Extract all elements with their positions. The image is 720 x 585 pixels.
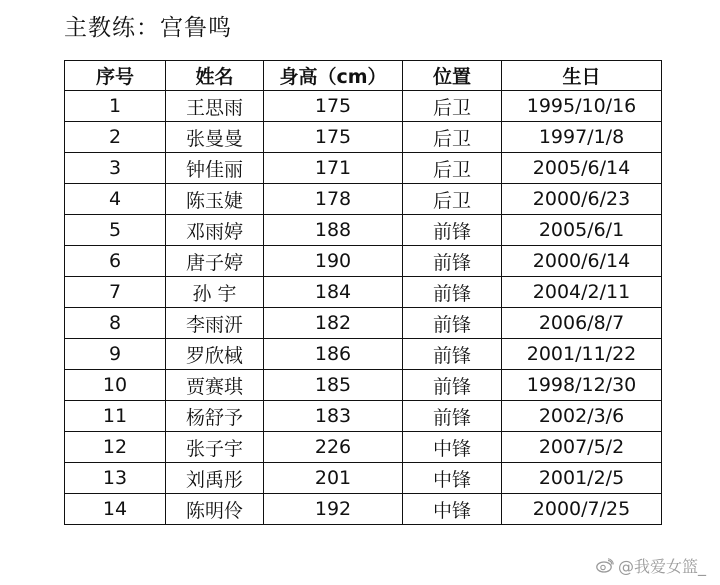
cell-number: 14 [65,494,166,525]
header-birthday: 生日 [502,61,662,91]
header-number: 序号 [65,61,166,91]
cell-number: 8 [65,308,166,339]
table-row [65,246,662,277]
cell-name: 陈明伶 [166,494,264,525]
table-header-row [65,61,662,91]
cell-birthday: 2007/5/2 [502,432,662,463]
cell-position: 中锋 [403,463,502,494]
cell-height: 226 [264,432,403,463]
table-row [65,370,662,401]
cell-number: 5 [65,215,166,246]
watermark [596,554,706,577]
cell-number: 4 [65,184,166,215]
roster-body [65,91,662,525]
cell-birthday: 1997/1/8 [502,122,662,153]
table-row [65,432,662,463]
cell-name: 贾赛琪 [166,370,264,401]
cell-name: 李雨汧 [166,308,264,339]
cell-height: 201 [264,463,403,494]
header-height: 身高（cm） [264,61,403,91]
table-row [65,91,662,122]
cell-position: 前锋 [403,339,502,370]
table-row [65,339,662,370]
cell-number: 3 [65,153,166,184]
cell-height: 175 [264,91,403,122]
cell-height: 175 [264,122,403,153]
header-name: 姓名 [166,61,264,91]
cell-name: 杨舒予 [166,401,264,432]
cell-position: 前锋 [403,215,502,246]
cell-name: 钟佳丽 [166,153,264,184]
cell-position: 前锋 [403,246,502,277]
table-row [65,153,662,184]
table-row [65,401,662,432]
table-row [65,494,662,525]
cell-position: 前锋 [403,308,502,339]
cell-height: 183 [264,401,403,432]
head-coach-title: 主教练：宫鲁鸣 [64,15,232,41]
cell-birthday: 2002/3/6 [502,401,662,432]
table-row [65,122,662,153]
cell-number: 2 [65,122,166,153]
cell-height: 171 [264,153,403,184]
cell-position: 后卫 [403,184,502,215]
cell-height: 178 [264,184,403,215]
cell-number: 10 [65,370,166,401]
cell-number: 1 [65,91,166,122]
watermark-text: @我爱女篮_ [617,557,706,576]
cell-name: 张曼曼 [166,122,264,153]
cell-name: 刘禹彤 [166,463,264,494]
cell-birthday: 1998/12/30 [502,370,662,401]
cell-position: 后卫 [403,91,502,122]
cell-number: 12 [65,432,166,463]
cell-number: 6 [65,246,166,277]
cell-number: 7 [65,277,166,308]
cell-birthday: 2000/7/25 [502,494,662,525]
cell-height: 188 [264,215,403,246]
cell-name: 罗欣棫 [166,339,264,370]
cell-height: 184 [264,277,403,308]
cell-birthday: 2000/6/23 [502,184,662,215]
roster-table [64,60,662,525]
cell-birthday: 2005/6/14 [502,153,662,184]
cell-birthday: 2001/2/5 [502,463,662,494]
cell-name: 王思雨 [166,91,264,122]
cell-birthday: 2005/6/1 [502,215,662,246]
cell-position: 中锋 [403,494,502,525]
cell-height: 186 [264,339,403,370]
cell-name: 邓雨婷 [166,215,264,246]
cell-position: 前锋 [403,370,502,401]
cell-position: 前锋 [403,277,502,308]
cell-number: 11 [65,401,166,432]
cell-name: 张子宇 [166,432,264,463]
table-row [65,184,662,215]
cell-position: 前锋 [403,401,502,432]
table-row [65,215,662,246]
cell-position: 中锋 [403,432,502,463]
cell-height: 190 [264,246,403,277]
cell-number: 13 [65,463,166,494]
table-row [65,463,662,494]
cell-height: 192 [264,494,403,525]
cell-name: 孙 宇 [166,277,264,308]
table-row [65,277,662,308]
cell-birthday: 2001/11/22 [502,339,662,370]
table-row [65,308,662,339]
cell-position: 后卫 [403,153,502,184]
cell-position: 后卫 [403,122,502,153]
cell-height: 182 [264,308,403,339]
cell-name: 陈玉婕 [166,184,264,215]
cell-birthday: 2006/8/7 [502,308,662,339]
header-position: 位置 [403,61,502,91]
cell-height: 185 [264,370,403,401]
cell-name: 唐子婷 [166,246,264,277]
cell-number: 9 [65,339,166,370]
cell-birthday: 1995/10/16 [502,91,662,122]
cell-birthday: 2000/6/14 [502,246,662,277]
weibo-icon [596,558,614,573]
cell-birthday: 2004/2/11 [502,277,662,308]
